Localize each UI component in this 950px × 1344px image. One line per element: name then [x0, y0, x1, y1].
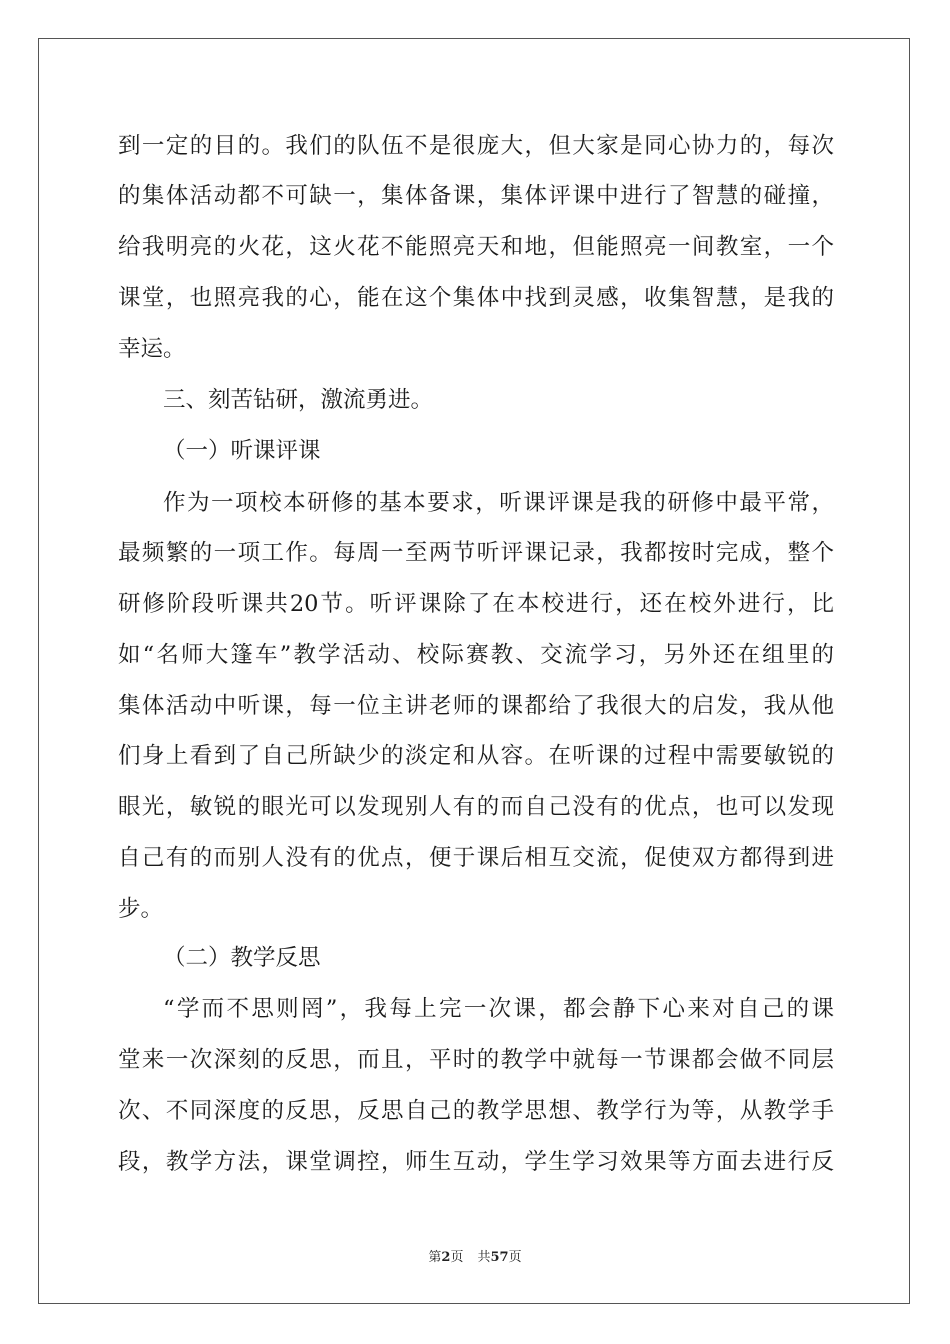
- paragraph-line: 最频繁的一项工作。每周一至两节听评课记录，我都按时完成，整个: [118, 540, 834, 566]
- total-prefix: 共: [477, 1250, 491, 1265]
- subsection-heading: （二）教学反思: [163, 945, 321, 971]
- paragraph-line: 幸运。: [118, 336, 186, 362]
- paragraph-line: 眼光，敏锐的眼光可以发现别人有的而自己没有的优点，也可以发现: [118, 794, 834, 820]
- paragraph-line: 给我明亮的火花，这火花不能照亮天和地，但能照亮一间教室，一个: [118, 234, 834, 260]
- paragraph-line: 作为一项校本研修的基本要求，听课评课是我的研修中最平常，: [163, 490, 834, 516]
- page-prefix: 第: [428, 1250, 442, 1265]
- paragraph-line: 堂来一次深刻的反思，而且，平时的教学中就每一节课都会做不同层: [118, 1047, 834, 1073]
- total-suffix: 页: [508, 1250, 522, 1265]
- total-page-number: 57: [490, 1250, 509, 1265]
- paragraph-line: 自己有的而别人没有的优点，便于课后相互交流，促使双方都得到进: [118, 845, 834, 871]
- paragraph-line: 如“名师大篷车”教学活动、校际赛教、交流学习，另外还在组里的: [118, 642, 834, 668]
- paragraph-line: 的集体活动都不可缺一，集体备课，集体评课中进行了智慧的碰撞，: [118, 183, 834, 209]
- current-page-number: 2: [441, 1250, 451, 1265]
- paragraph-line: 们身上看到了自己所缺少的淡定和从容。在听课的过程中需要敏锐的: [118, 743, 834, 769]
- subsection-heading: （一）听课评课: [163, 438, 321, 464]
- paragraph-line: 步。: [118, 896, 164, 922]
- page-footer: [0, 1246, 950, 1265]
- page-suffix: 页: [450, 1250, 464, 1265]
- paragraph-line: 段，教学方法，课堂调控，师生互动，学生学习效果等方面去进行反: [118, 1149, 834, 1175]
- paragraph-line: 研修阶段听课共20节。听评课除了在本校进行，还在校外进行，比: [118, 591, 834, 617]
- paragraph-line: “学而不思则罔”，我每上完一次课，都会静下心来对自己的课: [163, 996, 834, 1022]
- paragraph-line: 次、不同深度的反思，反思自己的教学思想、教学行为等，从教学手: [118, 1098, 834, 1124]
- paragraph-line: 集体活动中听课，每一位主讲老师的课都给了我很大的启发，我从他: [118, 693, 834, 719]
- paragraph-line: 到一定的目的。我们的队伍不是很庞大，但大家是同心协力的，每次: [118, 133, 834, 159]
- section-heading: 三、刻苦钻研，激流勇进。: [163, 387, 434, 413]
- paragraph-line: 课堂，也照亮我的心，能在这个集体中找到灵感，收集智慧，是我的: [118, 285, 834, 311]
